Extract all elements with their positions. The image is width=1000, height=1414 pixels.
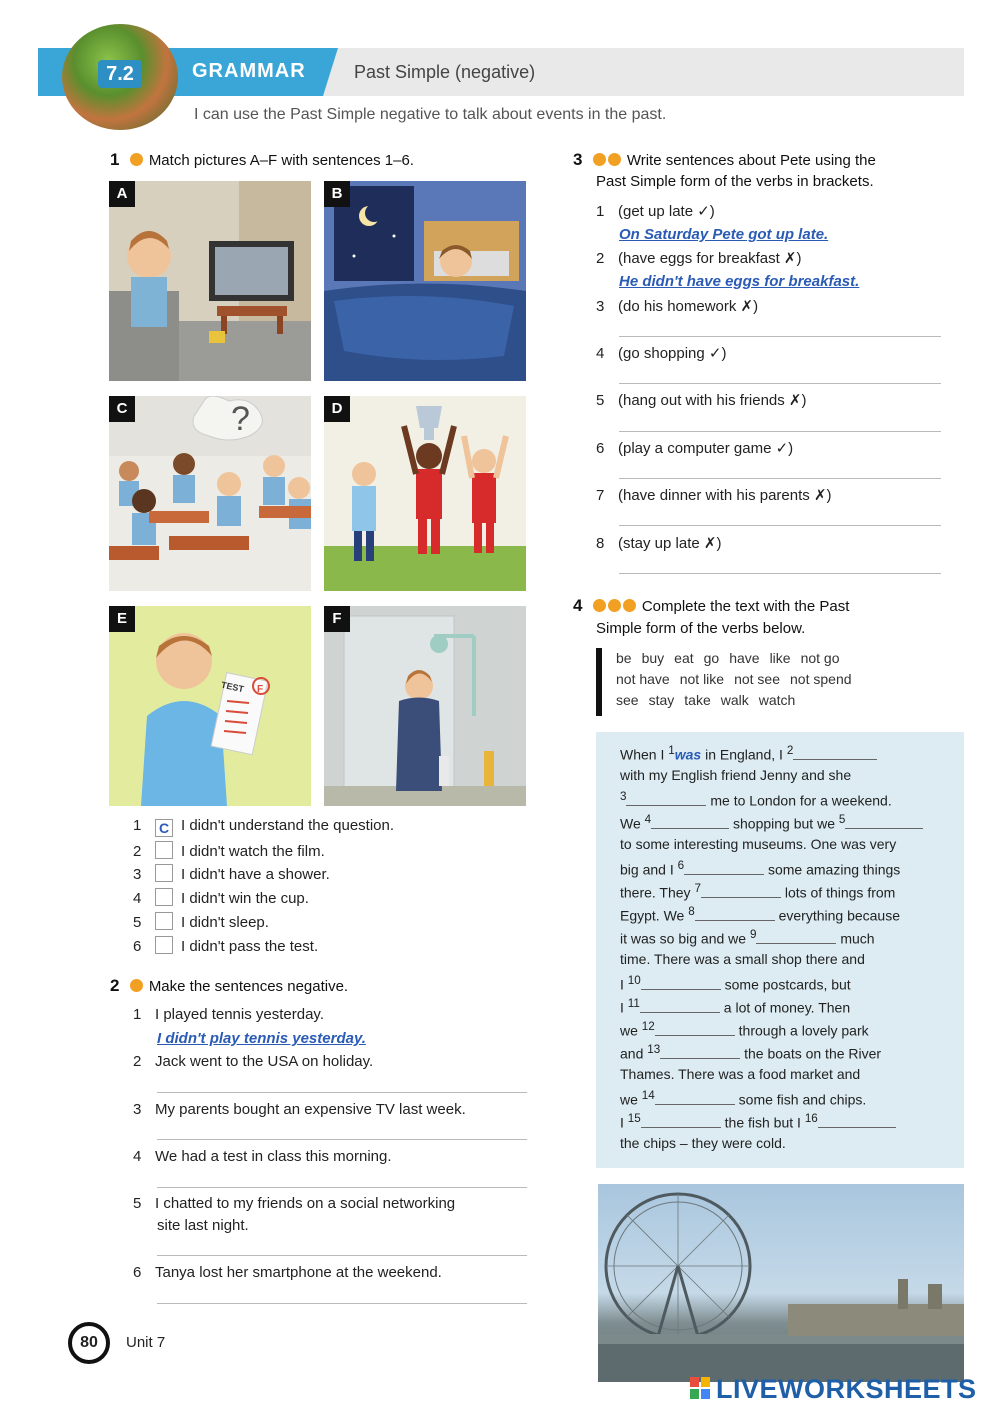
word: not have xyxy=(616,671,670,687)
item-text: I played tennis yesterday. xyxy=(155,1006,324,1023)
item-number: 2 xyxy=(133,1053,142,1070)
word: like xyxy=(769,650,791,666)
ex3-number: 3 xyxy=(573,150,583,169)
ex2-item xyxy=(133,1195,455,1212)
ex4-instruction-line2: Simple form of the verbs below. xyxy=(596,620,806,637)
item-text: I didn't have a shower. xyxy=(181,866,330,883)
ex2-answer-1: I didn't play tennis yesterday. xyxy=(157,1030,366,1047)
gap-13[interactable] xyxy=(660,1046,740,1059)
picture-label: B xyxy=(324,181,350,207)
gap-5[interactable] xyxy=(845,816,923,829)
item-number: 4 xyxy=(133,890,142,907)
ex2-item-continuation: site last night. xyxy=(157,1217,249,1234)
item-number: 7 xyxy=(596,487,605,504)
picture-e xyxy=(109,606,311,806)
picture-a-illustration xyxy=(109,181,311,381)
picture-label: A xyxy=(109,181,135,207)
item-prompt: (play a computer game ✓) xyxy=(618,440,794,457)
item-number: 5 xyxy=(133,1195,142,1212)
gap-11[interactable] xyxy=(640,1000,720,1013)
word-box xyxy=(596,648,896,716)
ex3-instruction-line2: Past Simple form of the verbs in brackets. xyxy=(596,173,874,190)
picture-f-illustration xyxy=(324,606,526,806)
ex3-item xyxy=(596,344,726,362)
item-text: Jack went to the USA on holiday. xyxy=(155,1053,374,1070)
picture-d-illustration xyxy=(324,396,526,591)
question-mark: ? xyxy=(231,400,250,438)
picture-a xyxy=(109,181,311,381)
test-paper-title: TEST xyxy=(220,679,245,695)
item-number: 6 xyxy=(133,1264,142,1281)
gap-7[interactable] xyxy=(701,885,781,898)
answer-line[interactable] xyxy=(157,1187,527,1188)
difficulty-dot-icon xyxy=(593,153,606,166)
london-photo xyxy=(598,1184,964,1382)
ex3-instruction-line1: Write sentences about Pete using the xyxy=(626,152,876,169)
item-number: 3 xyxy=(133,866,142,883)
picture-c xyxy=(109,396,311,591)
ex3-answer-1: On Saturday Pete got up late. xyxy=(619,226,829,243)
ex4-instruction-line1: Complete the text with the Past xyxy=(641,598,850,615)
gap-4[interactable] xyxy=(651,816,729,829)
story-text-box: When I $^1$was in England, I $^2$ with my English friend Jenny and she $^3$ me to London for a weekend. We $^4$ shopping but we $^5$ to some interesting museums. One was very big and I $^6$ some amazing things there. They $^7$ lots of things from Egypt. We $^8$ everything because it was so big and we $^9$ much time. There was a small shop there and I $^{10}$ some postcards, but I $^{11}$ a lot of money. Then we $^{12}$ through a lovely park and $^{13}$ the boats on the River Thames. There was a food market and we $^{14}$ some fish and chips. I $^{15}$ the fish but I $^{16}$ the chips – they were cold. xyxy=(596,732,964,1168)
word: eat xyxy=(674,650,694,666)
answer-line[interactable] xyxy=(619,431,941,432)
item-number: 1 xyxy=(133,1006,142,1023)
ex2-instruction: Make the sentences negative. xyxy=(148,978,349,995)
picture-f xyxy=(324,606,526,806)
gap-12[interactable] xyxy=(655,1023,735,1036)
ex2-item xyxy=(133,1101,466,1118)
item-prompt: (have eggs for breakfast ✗) xyxy=(618,250,802,267)
ex1-item xyxy=(133,936,318,955)
ex3-heading xyxy=(573,150,876,170)
gap-3[interactable] xyxy=(626,793,706,806)
ex1-item xyxy=(133,912,269,931)
section-label: GRAMMAR xyxy=(192,60,306,82)
ex1-item xyxy=(133,864,330,883)
difficulty-dot-icon xyxy=(623,599,636,612)
item-text: I didn't pass the test. xyxy=(181,938,319,955)
item-text: Tanya lost her smartphone at the weekend. xyxy=(155,1264,442,1281)
item-text: I didn't sleep. xyxy=(181,914,269,931)
item-prompt: (get up late ✓) xyxy=(618,203,715,220)
ex3-item xyxy=(596,297,758,315)
word: not like xyxy=(679,671,725,687)
ex4-number: 4 xyxy=(573,596,583,615)
picture-e-illustration xyxy=(109,606,311,806)
ex1-item xyxy=(133,841,325,860)
gap-2[interactable] xyxy=(793,747,877,760)
answer-box[interactable] xyxy=(155,864,173,882)
gap-15[interactable] xyxy=(641,1115,721,1128)
gap-1-answer: was xyxy=(674,746,702,763)
gap-14[interactable] xyxy=(655,1092,735,1105)
unit-label: Unit 7 xyxy=(126,1334,166,1351)
difficulty-dot-icon xyxy=(608,153,621,166)
word: walk xyxy=(720,692,749,708)
gap-10[interactable] xyxy=(641,977,721,990)
picture-label: F xyxy=(324,606,350,632)
answer-line[interactable] xyxy=(619,573,941,574)
answer-line[interactable] xyxy=(619,478,941,479)
gap-16[interactable] xyxy=(818,1115,896,1128)
item-prompt: (have dinner with his parents ✗) xyxy=(618,487,832,504)
word: not spend xyxy=(790,671,852,687)
answer-box[interactable]: C xyxy=(155,819,173,837)
picture-b-illustration xyxy=(324,181,526,381)
word: buy xyxy=(641,650,665,666)
unit-number: 7.2 xyxy=(98,60,142,88)
answer-line[interactable] xyxy=(157,1255,527,1256)
word-row xyxy=(616,669,896,690)
ex3-item xyxy=(596,534,721,552)
item-text: I didn't understand the question. xyxy=(181,817,395,834)
difficulty-dot-icon xyxy=(593,599,606,612)
ex3-item xyxy=(596,439,793,457)
item-prompt: (stay up late ✗) xyxy=(618,535,722,552)
word: take xyxy=(684,692,711,708)
item-text: We had a test in class this morning. xyxy=(155,1148,392,1165)
picture-label: E xyxy=(109,606,135,632)
item-prompt: (go shopping ✓) xyxy=(618,345,727,362)
answer-line[interactable] xyxy=(619,525,941,526)
item-number: 1 xyxy=(133,817,142,834)
answer-box[interactable] xyxy=(155,936,173,954)
ex3-item xyxy=(596,249,802,267)
london-eye-illustration xyxy=(598,1184,964,1382)
item-number: 2 xyxy=(596,250,605,267)
word: stay xyxy=(648,692,675,708)
picture-label: D xyxy=(324,396,350,422)
item-text: My parents bought an expensive TV last week. xyxy=(155,1101,466,1118)
ex2-number: 2 xyxy=(110,976,120,995)
word: not see xyxy=(734,671,781,687)
ex2-heading xyxy=(110,976,348,996)
answer-line[interactable] xyxy=(619,336,941,337)
page-number: 80 xyxy=(68,1322,110,1364)
answer-box[interactable] xyxy=(155,912,173,930)
ex1-heading xyxy=(110,150,414,170)
ex4-heading xyxy=(573,596,849,616)
item-number: 4 xyxy=(596,345,605,362)
word: see xyxy=(616,692,639,708)
ex3-item xyxy=(596,202,715,220)
picture-d xyxy=(324,396,526,591)
answer-box[interactable] xyxy=(155,841,173,859)
page-title: Past Simple (negative) xyxy=(354,62,536,82)
picture-b xyxy=(324,181,526,381)
item-number: 6 xyxy=(133,938,142,955)
ex1-item xyxy=(133,888,309,907)
ex3-answer-2: He didn't have eggs for breakfast. xyxy=(619,273,860,290)
word: be xyxy=(616,650,632,666)
ex1-number: 1 xyxy=(110,150,120,169)
ex2-item xyxy=(133,1053,373,1070)
answer-line[interactable] xyxy=(619,383,941,384)
item-prompt: (hang out with his friends ✗) xyxy=(618,392,807,409)
answer-line[interactable] xyxy=(157,1303,527,1304)
picture-label: C xyxy=(109,396,135,422)
item-text: I didn't watch the film. xyxy=(181,843,325,860)
ex1-item xyxy=(133,817,394,837)
item-number: 3 xyxy=(133,1101,142,1118)
item-text: I chatted to my friends on a social networking xyxy=(155,1195,456,1212)
item-number: 5 xyxy=(596,392,605,409)
ex2-item xyxy=(133,1264,442,1281)
answer-line[interactable] xyxy=(157,1092,527,1093)
item-number: 6 xyxy=(596,440,605,457)
item-prompt: (do his homework ✗) xyxy=(618,298,759,315)
word: watch xyxy=(758,692,796,708)
page-subtitle: I can use the Past Simple negative to talk about events in the past. xyxy=(194,106,667,123)
difficulty-dot-icon xyxy=(608,599,621,612)
word: go xyxy=(703,650,720,666)
item-number: 1 xyxy=(596,203,605,220)
watermark: LIVEWORKSHEETS xyxy=(716,1374,977,1404)
difficulty-dot-icon xyxy=(130,979,143,992)
item-number: 5 xyxy=(133,914,142,931)
item-number: 4 xyxy=(133,1148,142,1165)
ex3-item xyxy=(596,391,807,409)
gap-8[interactable] xyxy=(695,908,775,921)
test-grade: F xyxy=(257,684,264,695)
word: have xyxy=(729,650,760,666)
item-number: 8 xyxy=(596,535,605,552)
picture-c-illustration xyxy=(109,396,311,591)
word-row xyxy=(616,648,896,669)
gap-6[interactable] xyxy=(684,862,764,875)
item-text: I didn't win the cup. xyxy=(181,890,309,907)
ex2-item xyxy=(133,1148,392,1165)
ex1-instruction: Match pictures A–F with sentences 1–6. xyxy=(148,152,414,169)
liveworksheets-logo-icon xyxy=(690,1377,710,1399)
gap-9[interactable] xyxy=(756,931,836,944)
difficulty-dot-icon xyxy=(130,153,143,166)
answer-box[interactable] xyxy=(155,888,173,906)
word: not go xyxy=(800,650,840,666)
ex2-item xyxy=(133,1006,324,1023)
item-number: 2 xyxy=(133,843,142,860)
item-number: 3 xyxy=(596,298,605,315)
ex3-item xyxy=(596,486,832,504)
word-row xyxy=(616,690,896,711)
answer-line[interactable] xyxy=(157,1139,527,1140)
